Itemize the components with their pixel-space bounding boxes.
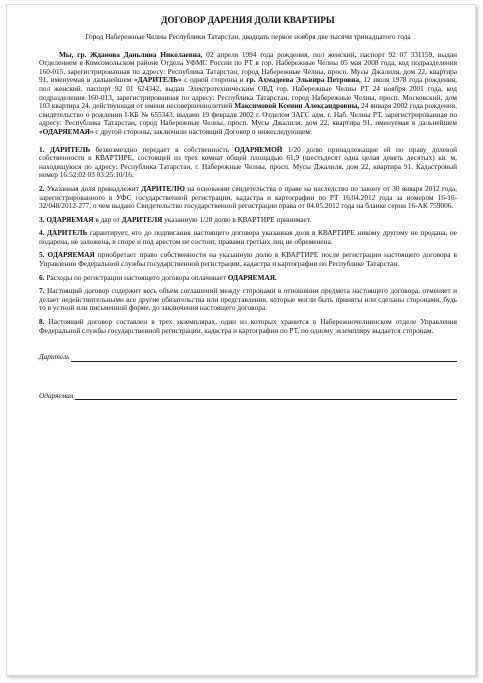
clause-8 [39,318,457,335]
donee-signature-line [39,392,457,401]
donor-name: Мы, гр. Жданова Даньлина Николаевна, [59,49,203,59]
donor-term: «ДАРИТЕЛЬ» [133,75,182,85]
donor-signature-line [39,353,457,362]
clause-number: 7. [39,286,45,296]
clause-text: ДАРИТЕЛЮ [141,183,185,193]
place-and-date: Город Набережные Челны Республики Татарстан, двадцать первое ноября две тысячи тринадцатого года [85,32,411,41]
clause-text: 1/20 долю принадлежащие ей по праву долевой собственности в КВАРТИРЕ, состоящей из трех комнат общей площадью 61,9 (шестьдесят одна целая девять десятых) кв. м, находящуюся по адресу: Республика Татарстан, г. Набережные Челны, просп. Мусы Джалиля, дом 22, квартира 91. Кадастровый номер 16:52:02 03 03:25:10/16. [39,144,457,180]
clause-text: ОДАРЯЕМАЯ [46,214,94,224]
clause-number: 2. [39,183,45,193]
clause-text: безвозмездно передает в собственность [90,144,235,154]
representative-name: гр. Ахмадеева Эльвира Петровна, [246,75,361,85]
donee-term: «ОДАРЯЕМАЯ» [39,126,94,136]
clause-text: ОДАРЯЕМАЯ [47,250,95,260]
clause-number: 8. [39,317,45,327]
clause-text: ДАРИТЕЛЯ [121,214,163,224]
clause-number: 5. [39,250,45,260]
document-body [39,15,457,400]
clause-number: 4. [39,228,45,238]
clauses-list [39,146,457,336]
donee-signature-field [75,392,457,400]
clause-text: ОДАРЯЕМАЯ. [227,272,277,282]
clause-4 [39,229,457,246]
clause-text: гарантирует, что до подписания настоящего договора указанная доля в КВАРТИРЕ никому другому не продана, не подарена, не заложена, в споре и под арестом не состоит, правами третьих лиц не обременена. [39,228,458,246]
donee-signature-label: Одаряемая [39,390,74,400]
document-page [6,4,476,676]
donor-signature-field [71,354,457,362]
clause-text: приобретает право собственности на указанную долю в КВАРТИРЕ после регистрации настоящего договора в Управлении Федеральной службы государственной регистрации, кадастра и картографии по Республике Татарстан. [39,250,458,269]
clause-text: ОДАРЯЕМОЙ [234,144,283,154]
parties-intro: Мы, гр. Жданова Даньлина Николаевна, 02 апреля 1994 года рождения, пол женский, паспорт 92 07 331159, выдан Отделением в Комсомольском районе Отдела УФМС России по РТ в гор. Набережные Челны 05 мая 2008 года, код подразделения 160-015, зарегистрированная по адресу: Республика Татарстан, город Набережные Челны, просп. Мусы Джалиля, дом 22, квартира 91, именуемая в дальнейшем «ДАРИТЕЛЬ» с одной стороны и гр. Ахмадеева Эльвира Петровна, 12 июля 1978 года рождения, пол женский, паспорт 92 01 624342, выдан Электротехническим ОВД гор. Набережные Челны РТ 24 ноября 2001 года, код подразделения 160-013, зарегистрированная по адресу: Республика Татарстан, город Набережные Челны, просп. Московский, дом 103 квартира 24, действующая от имени несовершеннолетней Максимовой Ксении Александровны, 24 января 2002 года рождения, свидетельство о рождении I-КБ № 655343, выдано 19 февраля 2002 г. Отделом ЗАГС адм. г. Наб. Челны РТ, зарегистрированная по адресу: Республика Татарстан, город Набережные Челны, просп. Мусы Джалиля, дом 22, квартира 91, именуемая в дальнейшем «ОДАРЯЕМАЯ» с другой стороны, заключили настоящий Договор о нижеследующем: [39,49,457,136]
clause-text: Расходы по регистрации настоящего договора оплачивает [46,272,228,282]
clause-number: 1. [39,144,45,154]
clause-7 [39,287,457,313]
clause-5 [39,251,457,268]
minor-name: Максимовой Ксении Александровны, [234,101,360,111]
clause-number: 3. [39,214,45,224]
clause-text: указанную 1/20 долю в КВАРТИРЕ принимает. [162,214,312,224]
clause-text: Указанная доля принадлежит [46,183,142,193]
clause-text: Настоящий договор содержит весь объем соглашений между сторонами в отношении предмета настоящего договора, отменяет и делает недействительными все другие обязательства или представления, которые могли быть приняты или сделаны сторонами, будь то в устной или письменной форме, до заключения настоящего договора. [39,286,458,313]
clause-1 [39,146,457,180]
clause-text: в дар от [93,214,122,224]
clause-3 [39,216,457,225]
clause-text: Настоящий договор составлен в трех экземплярах, один из которых хранится в Набережночелнинском отделе Управления Федеральной службы государственной регистрации, кадастра и картографии по РТ, по одному экземпляру выдается сторонам. [39,317,457,335]
clause-text: ДАРИТЕЛЬ [49,144,91,154]
clause-text: на основании свидетельства о праве на наследство по закону от 30 января 2012 года, зарегистрированного в УФС государственной регистрации, кадастра и картографии по РТ 16.04.2012 года за номером 16-16-32/048/2012-277, о чем выдано Свидетельство государственной регистрации права от 04.05.2012 года на бланке серии 16-АК 759006. [39,183,457,211]
donor-signature-label: Даритель [39,352,70,362]
clause-2 [39,185,457,211]
clause-number: 6. [39,272,45,282]
clause-6 [39,274,457,283]
clause-text: ДАРИТЕЛЬ [47,228,88,238]
document-title: ДОГОВОР ДАРЕНИЯ ДОЛИ КВАРТИРЫ [161,15,335,25]
